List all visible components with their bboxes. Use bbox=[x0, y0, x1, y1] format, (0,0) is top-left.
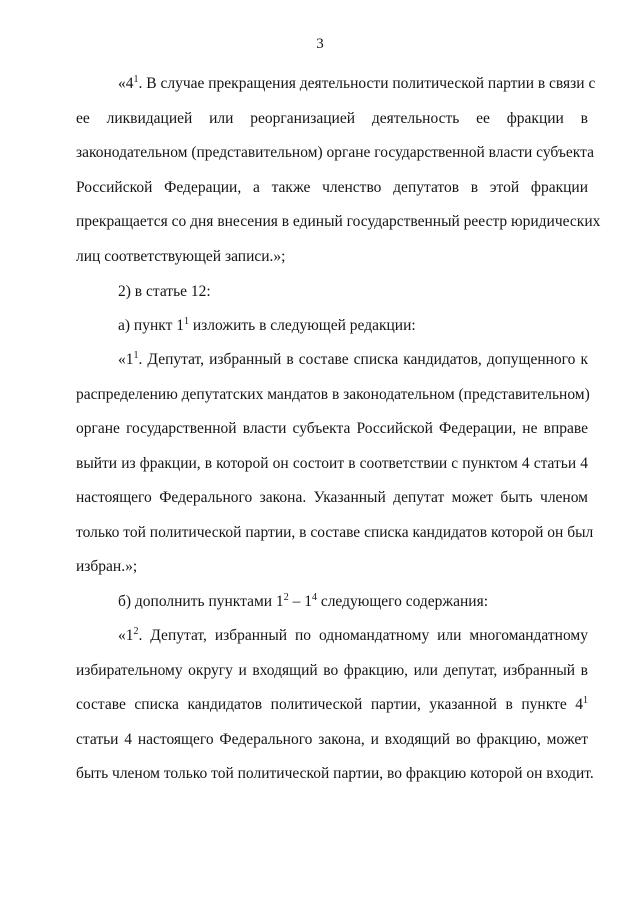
text: – 1 bbox=[288, 593, 312, 610]
superscript: 1 bbox=[133, 350, 139, 361]
superscript: 1 bbox=[583, 695, 588, 706]
text: б) дополнить пунктами 1 bbox=[118, 593, 284, 610]
paragraph-1-1-line-5: настоящего Федерального закона. Указанный депутат может быть членом bbox=[76, 489, 588, 506]
superscript: 4 bbox=[311, 592, 317, 603]
paragraph-1-2-line-5: быть членом только той политической партии, во фракцию которой он входит. bbox=[76, 765, 594, 782]
item-b-line bbox=[118, 592, 588, 614]
text: следующего содержания: bbox=[316, 593, 489, 610]
superscript: 1 bbox=[183, 316, 189, 327]
paragraph-4-1-line-3: законодательном (представительном) органе государственной власти субъекта bbox=[76, 144, 594, 161]
item-a-line bbox=[118, 316, 588, 338]
item-2-line: 2) в статье 12: bbox=[118, 283, 211, 300]
superscript: 2 bbox=[133, 626, 139, 637]
paragraph-4-1-line-4: Российской Федерации, а также членство депутатов в этой фракции bbox=[76, 179, 588, 196]
superscript: 2 bbox=[283, 592, 289, 603]
text: «1 bbox=[118, 627, 134, 644]
paragraph-4-1-line-6: лиц соответствующей записи.»; bbox=[76, 248, 286, 265]
paragraph-1-1-line-1 bbox=[118, 350, 588, 372]
paragraph-4-1-line-5: прекращается со дня внесения в единый государственный реестр юридических bbox=[76, 213, 601, 230]
paragraph-1-2-line-2: избирательному округу и входящий во фракцию, или депутат, избранный в bbox=[76, 662, 588, 679]
paragraph-4-1-line-2: ее ликвидацией или реорганизацией деятельность ее фракции в bbox=[76, 110, 588, 127]
paragraph-4-1-line-1 bbox=[118, 74, 596, 96]
superscript: 1 bbox=[133, 74, 139, 85]
paragraph-1-1-line-3: органе государственной власти субъекта Российской Федерации, не вправе bbox=[76, 420, 588, 437]
text: «1 bbox=[118, 351, 134, 368]
text: а) пункт 1 bbox=[118, 317, 184, 334]
paragraph-1-2-line-3 bbox=[76, 695, 588, 717]
text: «4 bbox=[118, 75, 134, 92]
text: . Депутат, избранный по одномандатному или многомандатному bbox=[138, 627, 588, 644]
paragraph-1-1-line-7: избран.»; bbox=[76, 558, 138, 575]
paragraph-1-2-line-1 bbox=[118, 626, 588, 648]
text: . Депутат, избранный в составе списка кандидатов, допущенного к bbox=[138, 351, 588, 368]
page-number: 3 bbox=[316, 36, 324, 52]
text: составе списка кандидатов политической партии, указанной в пункте 4 bbox=[76, 696, 583, 713]
paragraph-1-1-line-2: распределению депутатских мандатов в законодательном (представительном) bbox=[76, 386, 590, 403]
paragraph-1-1-line-4: выйти из фракции, в которой он состоит в соответствии с пунктом 4 статьи 4 bbox=[76, 455, 588, 472]
paragraph-1-1-line-6: только той политической партии, в составе списка кандидатов которой он был bbox=[76, 524, 594, 541]
text: . В случае прекращения деятельности политической партии в связи с bbox=[138, 75, 596, 92]
text: изложить в следующей редакции: bbox=[188, 317, 416, 334]
paragraph-1-2-line-4: статьи 4 настоящего Федерального закона, и входящий во фракцию, может bbox=[76, 731, 588, 748]
